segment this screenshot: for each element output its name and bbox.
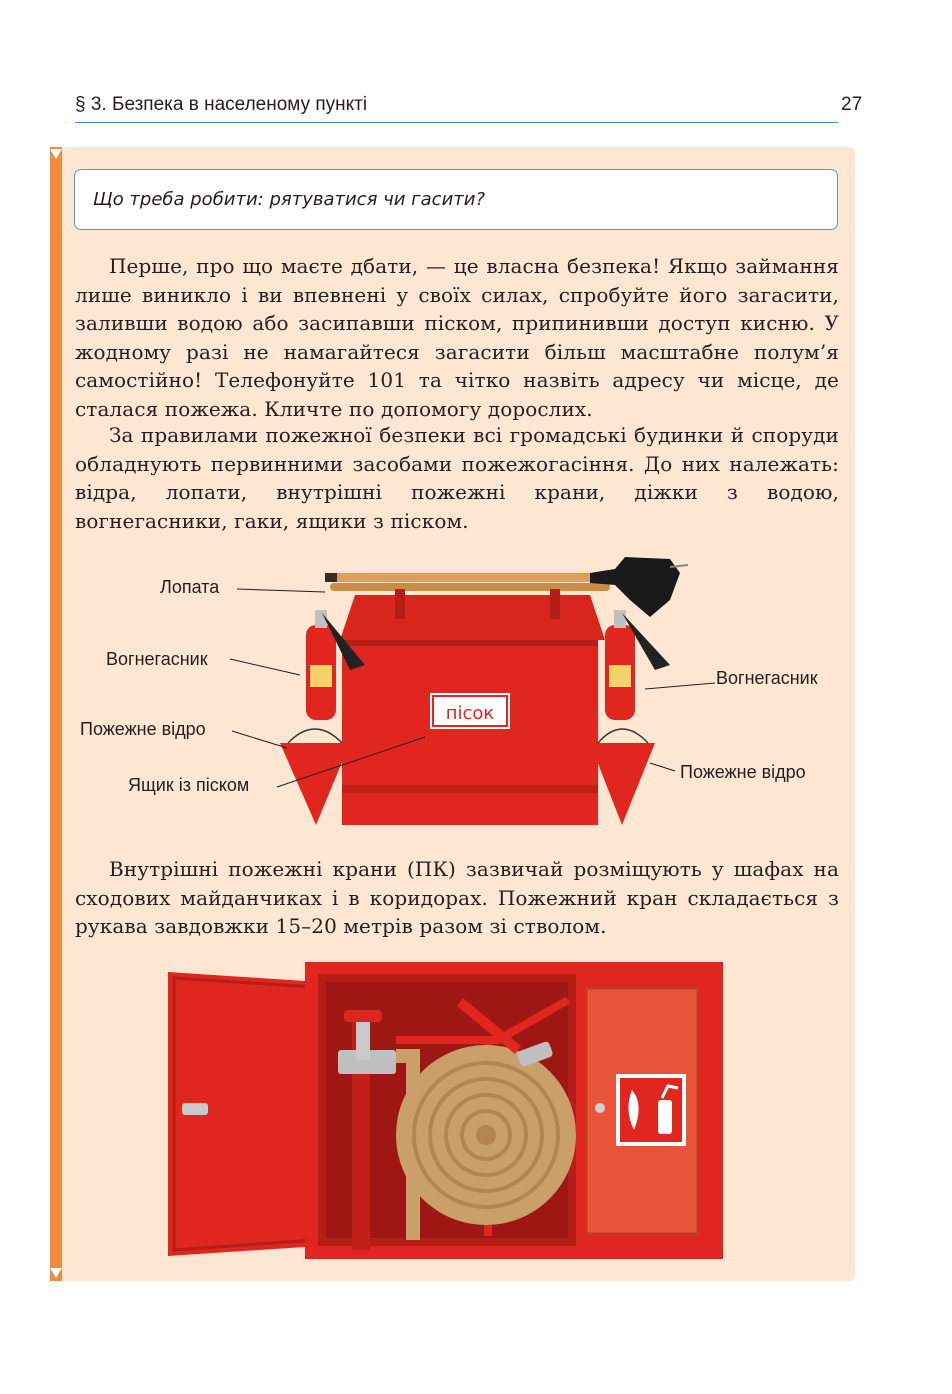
label-bucket-right: Пожежне відро	[680, 762, 806, 782]
box-sign-text: пісок	[445, 703, 495, 724]
question-text: Що треба робити: рятуватися чи гасити?	[93, 189, 486, 210]
section-title: § 3. Безпека в населеному пункті	[75, 94, 368, 115]
paragraph-3: Внутрішні пожежні крани (ПК) зазвичай розміщують у шафах на сходових майданчиках і в коридорах. Пожежний кран складається з рукава завдовжки 15–20 метрів разом зі стволом.	[75, 857, 839, 938]
paragraph-1: Перше, про що маєте дбати, — це власна безпека! Якщо займання лише виникло і ви впевнені у своїх силах, спробуйте його загасити, заливши водою або засипавши піском, припинивши доступ кисню. У жодному разі не намагайтеся загасити більш масштабне полум’я самостійно! Телефонуйте 101 та чітко назвіть адресу чи місце, де сталася пожежа. Кличте по допомогу дорослих.	[75, 254, 839, 421]
label-sand-box: Ящик із піском	[128, 775, 250, 795]
page-number: 27	[841, 94, 863, 115]
label-shovel: Лопата	[160, 577, 220, 597]
label-extinguisher-right: Вогнегасник	[716, 668, 818, 688]
fire-hose-cabinet-illustration	[168, 960, 724, 1260]
paragraph-2: За правилами пожежної безпеки всі громадські будинки й споруди обладнують первинними засобами пожежогасіння. До них належать: відра, лопати, внутрішні пожежні крани, діжки з водою, вогнегасники, гаки, ящики з піском.	[75, 423, 839, 533]
label-bucket-left: Пожежне відро	[80, 719, 206, 739]
label-extinguisher-left: Вогнегасник	[106, 649, 208, 669]
